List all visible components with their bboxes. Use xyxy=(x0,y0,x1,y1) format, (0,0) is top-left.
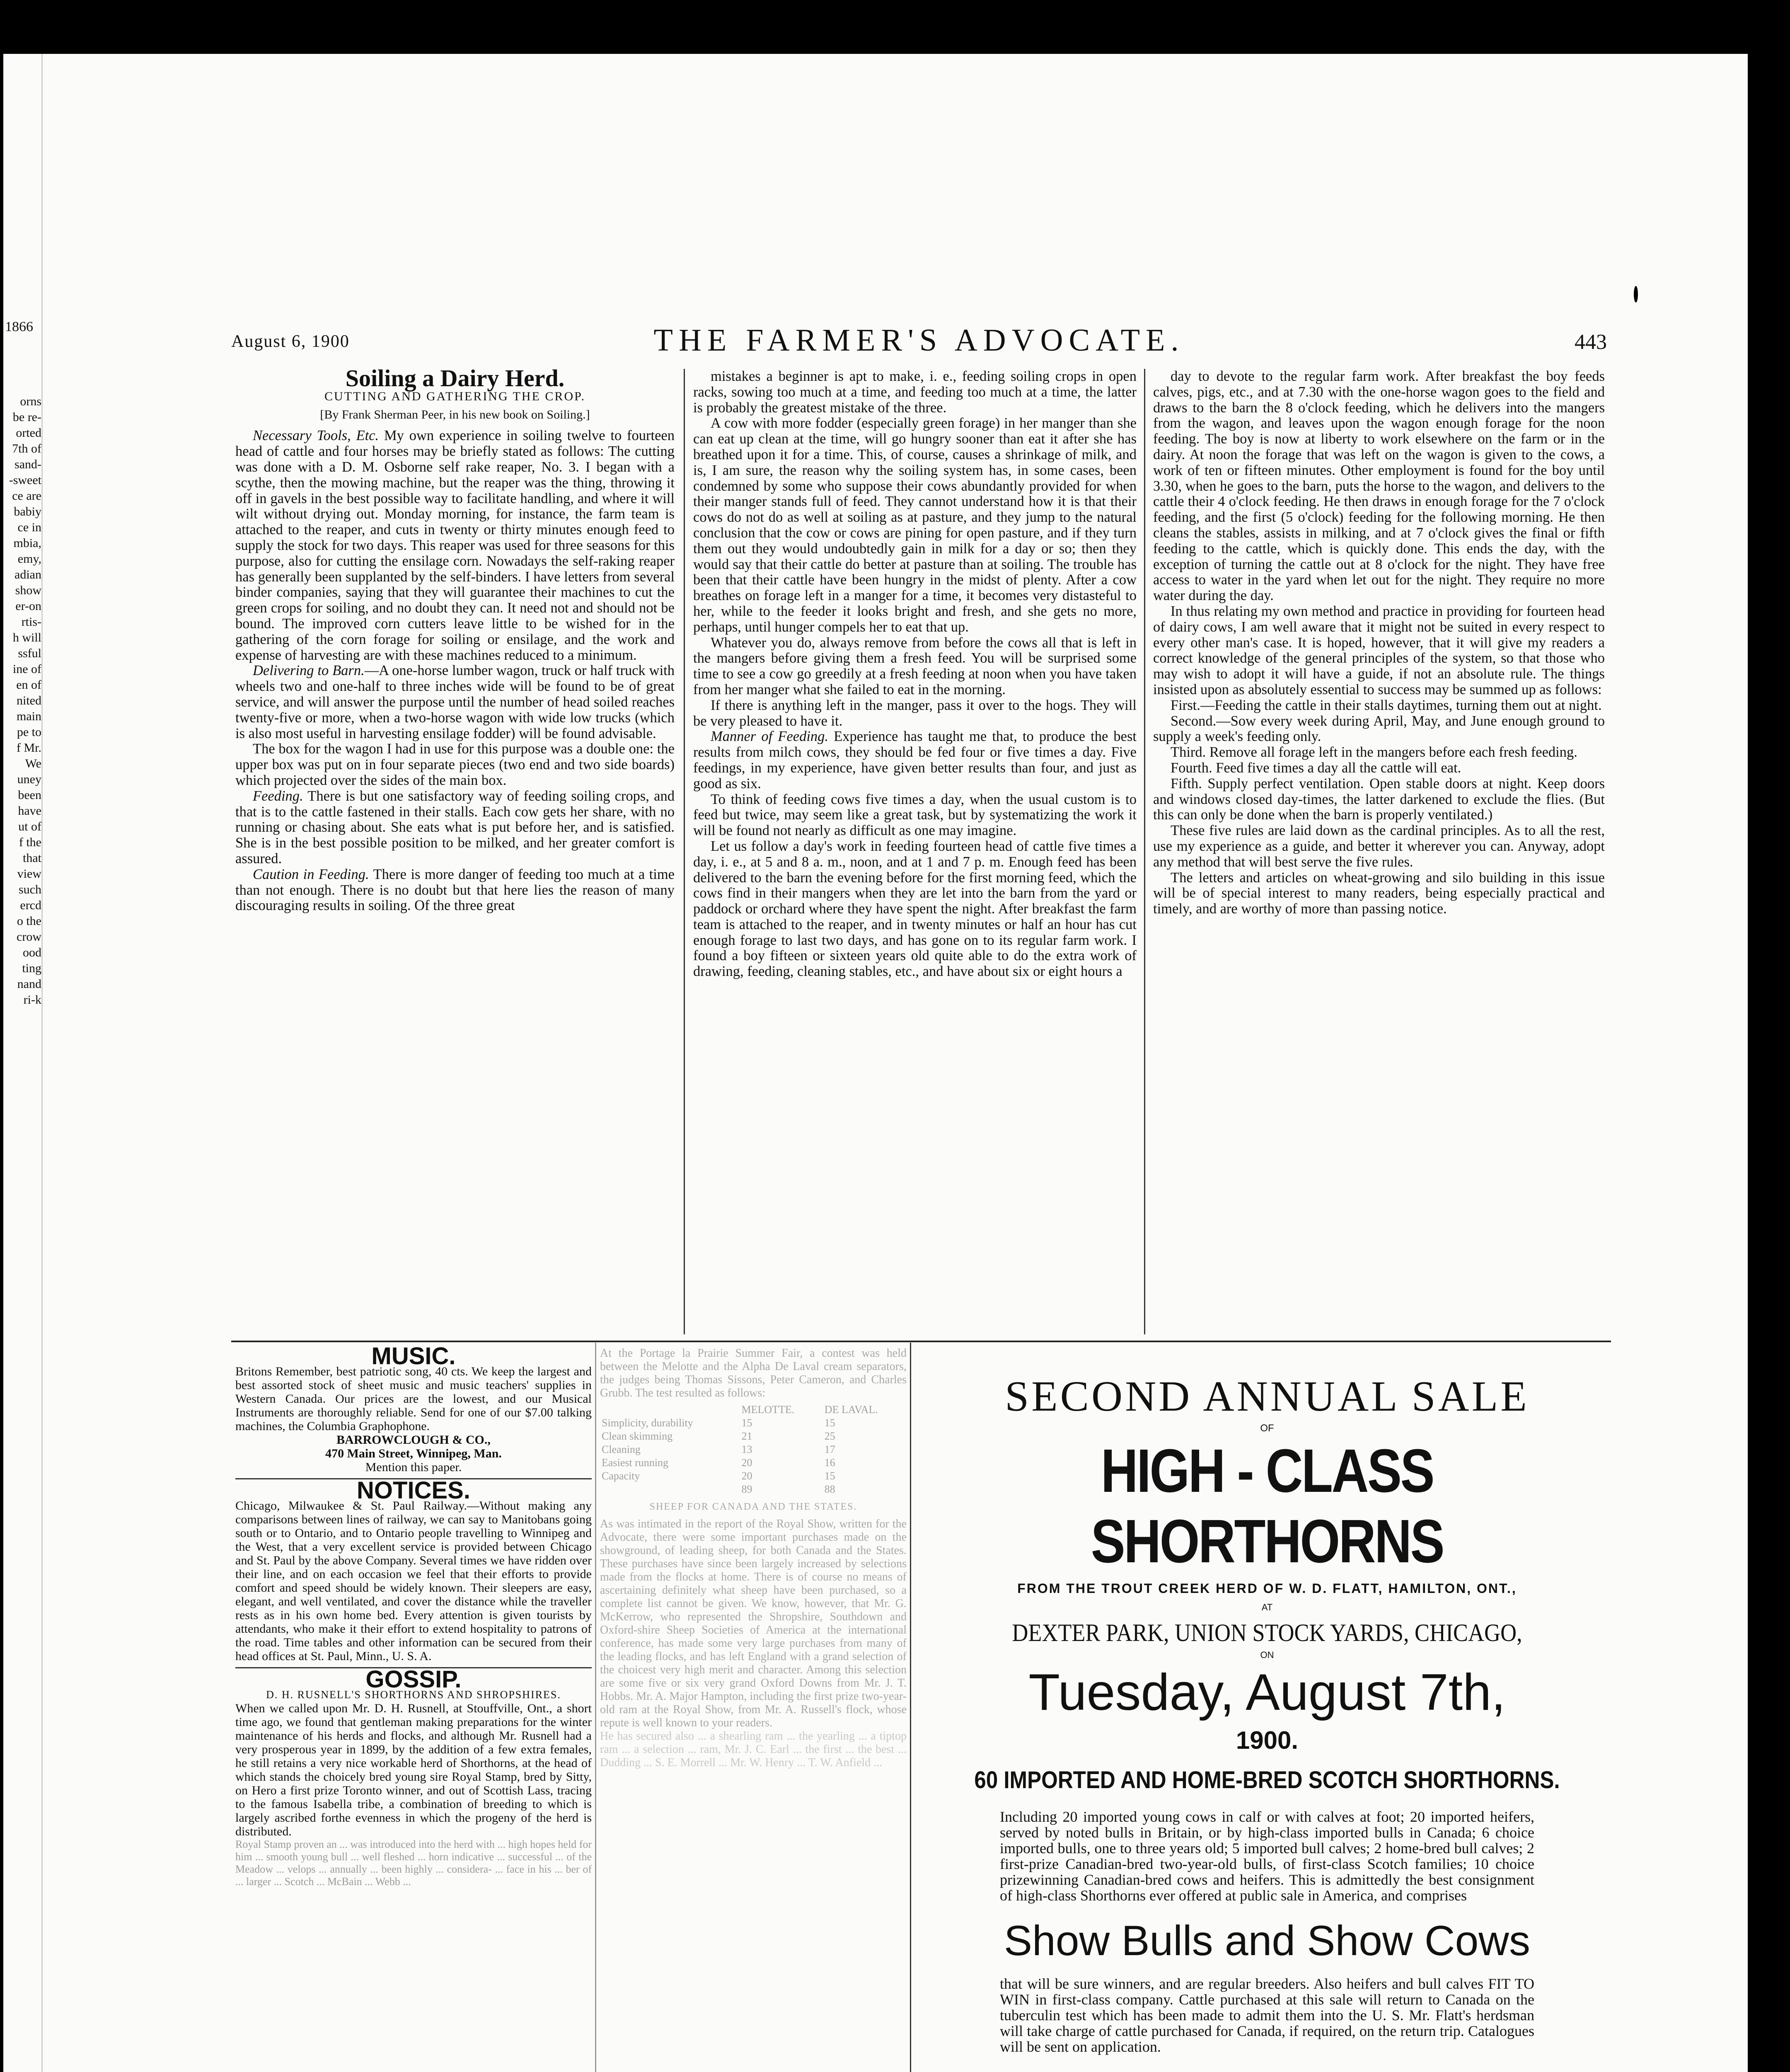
sale-count: 60 IMPORTED AND HOME-BRED SCOTCH SHORTHORNS. xyxy=(974,1767,1560,1794)
paragraph-text: If there is anything left in the manger, pass it over to the hogs. They will be very pleased to have it. xyxy=(693,697,1137,729)
fragment-line: orted xyxy=(16,426,41,440)
sale-show-cattle: Show Bulls and Show Cows xyxy=(1004,1917,1530,1964)
paragraph-text: Fourth. Feed five times a day all the cattle will eat. xyxy=(1171,760,1461,776)
sale-description: Including 20 imported young cows in calf or with calves at foot; 20 imported heifers, served by noted bulls in Britain, or by high-class imported bulls in Canada; 6 choice imported bulls, one to three years old; 5 imported bull calves; 2 home-bred bull calves; 2 first-prize Canadian-bred two-year-old bulls, of first-class Scotch families; 10 choice prizewinning Canadian-bred cows and heifers. This is admittedly the best consignment of high-class Shorthorns ever offered at public sale in America, and comprises xyxy=(1000,1808,1534,1904)
sale-herd: FROM THE TROUT CREEK HERD OF W. D. FLATT, HAMILTON, ONT., xyxy=(1017,1581,1517,1596)
fragment-line: such xyxy=(19,883,41,896)
fragment-line: ercd xyxy=(20,898,41,912)
music-note: Mention this paper. xyxy=(365,1460,462,1474)
paragraph-lead: Feeding. xyxy=(253,788,303,804)
article-column-3 xyxy=(1153,369,1605,917)
paragraph-text: —A one-horse lumber wagon, truck or half truck with wheels two and one-half to three inches wide will be found to be of great service, and will answer the purpose until the number of head soiled reaches twenty-five or more, when a two-horse wagon with wide low trucks (which is also most useful in harvesting ensilage fodder) will be found advisable. xyxy=(235,663,675,741)
paragraph-text: day to devote to the regular farm work. After breakfast the boy feeds calves, pigs, etc., and at 7.30 with the one-horse wagon goes to the field and draws to the barn the 8 o'clock feeding, which he delivers into the mangers from the wagon, and leaves upon the wagon enough forage for the noon feeding. The boy is now at liberty to work elsewhere on the farm or in the dairy. At noon the forage that was left on the wagon is given to the cows, a work of ten or fifteen minutes. Other employment is found for the boy until 3.30, when he goes to the barn, puts the horse to the wagon, and delivers to the cattle their 4 o'clock feeding. He then draws in enough forage for the 7 o'clock feeding, and the first (5 o'clock) feeding for the following morning. He then cleans the stables, assists in milking, and at 7 o'clock gives the final or fifth feeding to the cattle, which is quickly done. This ends the day, with the exception of turning the cattle out at 8 o'clock for the night. They have free access to water in the yard when let out for the night. They require no more water during the day. xyxy=(1153,368,1605,604)
newspaper-sheet xyxy=(3,54,1748,2072)
issue-date: August 6, 1900 xyxy=(231,332,350,351)
table-row xyxy=(600,1443,907,1456)
table-cell: 16 xyxy=(824,1457,835,1469)
page-number: 443 xyxy=(1575,330,1607,354)
sheep-heading: SHEEP FOR CANADA AND THE STATES. xyxy=(649,1501,857,1512)
paragraph-text: Let us follow a day's work in feeding fourteen head of cattle five times a day, i. e., at 5 and 8 a. m., noon, and at 1 and 7 p. m. Enough feed has been delivered to the barn the evening before for the first morning feed, which the cows find in their mangers when they are let into the barn from the yard or paddock or orchard where they have spent the night. After breakfast the farm team is attached to the reaper, and in twenty minutes or half an hour has cut enough forage to last two days, and has gone on to its regular farm work. I found a boy fifteen or sixteen years old quite able to do the extra work of drawing, feeding, cleaning stables, etc., and have about six or eight hours a xyxy=(693,838,1137,980)
fragment-line: f the xyxy=(19,835,41,849)
fragment-line: babiy xyxy=(14,505,41,518)
article-paragraph xyxy=(693,839,1137,980)
table-row xyxy=(600,1483,907,1496)
column-2-body xyxy=(693,369,1137,980)
separator-results-table xyxy=(600,1403,907,1496)
article-paragraph xyxy=(1153,760,1605,776)
article-column-1 xyxy=(235,365,675,914)
fragment-line: 7th of xyxy=(12,442,41,455)
paragraph-lead: Caution in Feeding. xyxy=(253,866,369,882)
sale-at: AT xyxy=(1261,1602,1273,1612)
fragment-line: We xyxy=(25,757,41,770)
paragraph-text: To think of feeding cows five times a day, when the usual custom is to feed but twice, may seem like a great task, but by systematizing the work it will be found not nearly as difficult as one may imagine. xyxy=(693,791,1137,839)
table-cell: 25 xyxy=(824,1430,835,1442)
column-divider xyxy=(595,1343,596,2072)
table-body xyxy=(600,1416,907,1496)
article-paragraph xyxy=(693,369,1137,416)
paragraph-text: The letters and articles on wheat-growing and silo building in this issue will be of special interest to many readers, being especially practical and timely, and are worthy of more than passing notice. xyxy=(1153,869,1605,917)
article-paragraph xyxy=(235,867,675,914)
sale-date: Tuesday, August 7th, xyxy=(1028,1664,1506,1721)
paragraph-lead: Delivering to Barn. xyxy=(253,663,365,679)
paragraph-lead: Manner of Feeding. xyxy=(711,729,829,745)
notices-text: Chicago, Milwaukee & St. Paul Railway.—Without making any comparisons between lines of railway, we can say to Manitobans going south or to Ontario, and to Ontario people travelling to Winnipeg and the West, that a very excellent service is provided between Chicago and St. Paul by the above Company. Several times we have ridden over their line, and on each occasion we feel that their efforts to provide comfort and speed should be widely known. Their sleepers are easy, elegant, and well ventilated, and cover the distance while the traveller rests as in his own home bed. Every attention is given tourists by attendants, who make it their effort to extend hospitality to patrons of the road. Time tables and other information can be secured from their head offices at St. Paul, Minn., U. S. A. xyxy=(235,1499,592,1663)
table-header-row xyxy=(600,1403,907,1416)
table-cell: Capacity xyxy=(602,1470,640,1482)
music-text: Britons Remember, best patriotic song, 40 cts. We keep the largest and best assorted stock of sheet music and music teachers' supplies in Western Canada. Our prices are the lowest, and our Musical Instruments are thoroughly reliable. Send for one of our $7.00 talking machines, the Columbia Graphophone. xyxy=(235,1365,592,1433)
article-byline: [By Frank Sherman Peer, in his new book on Soiling.] xyxy=(320,407,590,421)
fragment-line: ri-k xyxy=(23,993,41,1007)
fragment-line: been xyxy=(18,788,41,802)
article-paragraph xyxy=(1153,604,1605,698)
fragment-line: ine of xyxy=(12,662,41,676)
paragraph-text: Third. Remove all forage left in the mangers before each fresh feeding. xyxy=(1171,744,1577,760)
table-cell: 15 xyxy=(824,1470,835,1482)
table-cell: 13 xyxy=(741,1443,752,1455)
article-paragraph xyxy=(693,635,1137,698)
article-paragraph xyxy=(693,729,1137,792)
table-header-cell: MELOTTE. xyxy=(741,1404,795,1416)
shorthorn-sale-advertisement xyxy=(915,1347,1619,2072)
table-header-cell xyxy=(600,1403,740,1416)
fragment-line: ce in xyxy=(17,520,41,534)
paragraph-text: Fifth. Supply perfect ventilation. Open stable doors at night. Keep doors and windows closed day-times, the latter darkened to exclude the flies. (But this can only be done when the barn is properly ventilated.) xyxy=(1153,775,1605,823)
paragraph-text: There is but one satisfactory way of feeding soiling crops, and that is to the cattle fastened in their stalls. Each cow gets her share, with no running or chasing about. She eats what is put before her, and is satisfied. She is in the best possible position to be milked, and her greater comfort is assured. xyxy=(235,788,675,867)
table-cell: 20 xyxy=(741,1457,752,1469)
table-cell: 88 xyxy=(824,1483,835,1495)
sale-description-2: that will be sure winners, and are regular breeders. Also heifers and bull calves FIT TO WIN in first-class company. Cattle purchased at this sale will return to Canada on the tuberculin test which has been made to admit them into the U. S. Mr. Flatt's herdsman will take charge of cattle purchased for Canada, if required, on the return trip. Catalogues will be sent on application. xyxy=(1000,1975,1534,2055)
gossip-text: When we called upon Mr. D. H. Rusnell, at Stouffville, Ont., a short time ago, we found that gentleman making preparations for the winter maintenance of his herds and flocks, and although Mr. Rusnell had a very prosperous year in 1899, by the addition of a few extra females, he still retains a very nice workable herd of Shorthorns, at the head of which stands the choicely bred young sire Royal Stamp, bred by Sitty, on Hero a first prize Toronto winner, and out of Scottish Lass, tracing to the famous Isabella tribe, a combination of breeding to which is largely ascribed forthe evenness in which the progeny of the herd is distributed. xyxy=(235,1702,592,1838)
table-row xyxy=(600,1456,907,1469)
table-cell: Clean skimming xyxy=(602,1430,673,1442)
ink-mark xyxy=(1634,286,1638,303)
fragment-line: be re- xyxy=(12,410,41,424)
sale-headline: HIGH - CLASS SHORTHORNS xyxy=(1091,1437,1444,1576)
article-paragraph xyxy=(1153,745,1605,760)
fragment-line: o the xyxy=(17,914,41,928)
fragment-line: ut of xyxy=(18,820,41,833)
paragraph-text: Whatever you do, always remove from before the cows all that is left in the mangers before giving them a fresh feed. You will be surprised some time to see a cow go greedily at a fresh feeding at noon when you have taken from her manger what she failed to eat in the morning. xyxy=(693,634,1137,697)
table-cell xyxy=(600,1483,740,1496)
table-cell: 20 xyxy=(741,1470,752,1482)
paragraph-text: These five rules are laid down as the cardinal principles. As to all the rest, use my experience as a guide, and better it wherever you can. Anyway, adopt any method that will best serve the five rules. xyxy=(1153,823,1605,870)
sheep-faded-text: He has secured also ... a shearling ram ... the yearling ... a tiptop ram ... a selection ... ram, Mr. J. C. Earl ... the first ... the best ... Dudding ... S. E. Morrell ... Mr. W. Henry ... T. W. Anfield ... xyxy=(600,1730,907,1769)
gossip-heading: D. H. RUSNELL'S SHORTHORNS AND SHROPSHIRES. xyxy=(266,1689,561,1701)
column-3-body xyxy=(1153,369,1605,917)
sale-location: DEXTER PARK, UNION STOCK YARDS, CHICAGO, xyxy=(1012,1619,1522,1646)
fragment-line: nited xyxy=(17,694,41,707)
article-paragraph xyxy=(693,792,1137,839)
table-row xyxy=(600,1469,907,1483)
fragment-line: ce are xyxy=(12,489,41,503)
paragraph-lead: Necessary Tools, Etc. xyxy=(253,428,379,444)
previous-page-strip xyxy=(3,54,43,2072)
column-divider xyxy=(684,369,685,1334)
fragment-line: -sweet xyxy=(9,473,41,487)
fragment-line: rtis- xyxy=(21,615,41,629)
music-address: 470 Main Street, Winnipeg, Man. xyxy=(325,1447,502,1460)
table-cell: Easiest running xyxy=(602,1457,669,1469)
separator-contest-text: At the Portage la Prairie Summer Fair, a contest was held between the Melotte and the Alpha De Laval cream separators, the judges being Thomas Sissons, Peter Cameron, and Charles Grubb. The test resulted as follows: xyxy=(600,1347,907,1399)
article-paragraph xyxy=(1153,870,1605,917)
masthead: THE FARMER'S ADVOCATE. xyxy=(653,323,1185,358)
paragraph-text: Second.—Sow every week during April, May, and June enough ground to supply a week's feeding only. xyxy=(1153,713,1605,745)
article-subtitle: CUTTING AND GATHERING THE CROP. xyxy=(324,389,585,403)
article-paragraph xyxy=(1153,698,1605,714)
table-cell: 15 xyxy=(741,1417,752,1429)
table-row xyxy=(600,1416,907,1430)
fragment-line: f Mr. xyxy=(17,741,41,755)
table-cell: Simplicity, durability xyxy=(602,1417,693,1429)
table-cell: 15 xyxy=(824,1417,835,1429)
fragment-line: orns xyxy=(20,395,41,408)
article-paragraph xyxy=(1153,823,1605,870)
page-header xyxy=(231,319,1607,365)
article-column-2 xyxy=(693,369,1137,980)
left-advertisements xyxy=(235,1343,592,1888)
paragraph-text: In thus relating my own method and practice in providing for fourteen head of dairy cows, I am well aware that it might not be suited in every respect to every other man's case. It is hoped, however, that it will give my readers a correct knowledge of the general principles of the system, so that those who may wish to adopt it will have a guide, if not an absolute rule. The things insisted upon as absolutely essential to success may be summed up as follows: xyxy=(1153,603,1605,697)
table-cell: Cleaning xyxy=(602,1443,641,1455)
paragraph-text: A cow with more fodder (especially green forage) in her manger than she can eat up clean at the time, will go hungry sooner than eat it after she has breathed upon it for a time. This, of course, causes a shrinkage of milk, and is, I am sure, the reason why the soiling system has, in some cases, been condemned by some who suppose their cows abundantly provided for when their manger stands full of feed. They cannot understand how it is that their cows do not do as well at soiling as at pasture, and they jump to the natural conclusion that the cow or cows are pining for open pasture, and if they turn them out they would undoubtedly gain in milk for a day or so; then they would say that their cattle do better at pasture than at soiling. The trouble has been that their cattle have been hungry in the midst of plenty. After a cow breathes on forage left in a manger for a time, it becomes very distasteful to her, while to the feeder it looks bright and fresh, and she gets no more, perhaps, until hunger compels her to eat that up. xyxy=(693,415,1137,635)
article-paragraph xyxy=(235,789,675,867)
middle-column xyxy=(600,1347,907,1769)
previous-page-number: 1866 xyxy=(5,319,33,334)
gossip-faded-text: Royal Stamp proven an ... was introduced into the herd with ... high hopes held for him ... smooth young bull ... well fleshed ... horn indicative ... successful ... of the Meadow ... velops ... annually ... been highly ... considera- ... face in his ... ber of ... larger ... Scotch ... McBain ... Webb ... xyxy=(235,1838,592,1888)
section-rule xyxy=(231,1341,1611,1342)
fragment-line: ssful xyxy=(18,646,41,660)
table-header-cell: DE LAVAL. xyxy=(824,1404,878,1416)
paragraph-text: mistakes a beginner is apt to make, i. e., feeding soiling crops in open racks, sowing too much at a time, and feeding too much at a time, the latter is probably the greatest mistake of the three. xyxy=(693,368,1137,416)
article-paragraph xyxy=(693,416,1137,635)
fragment-line: sand- xyxy=(15,457,41,471)
sale-year: 1900. xyxy=(1236,1726,1299,1754)
article-title: Soiling a Dairy Herd. xyxy=(345,365,565,392)
fragment-line: crow xyxy=(17,930,41,944)
fragment-line: that xyxy=(23,851,41,865)
fragment-line: nand xyxy=(17,977,41,991)
article-paragraph xyxy=(235,428,675,663)
notices-title: NOTICES. xyxy=(357,1477,470,1504)
fragment-line: mbia, xyxy=(13,536,41,550)
table-row xyxy=(600,1430,907,1443)
article-paragraph xyxy=(235,663,675,741)
article-paragraph xyxy=(693,698,1137,729)
table-cell: 89 xyxy=(741,1483,752,1495)
music-title: MUSIC. xyxy=(371,1343,456,1370)
sale-title: SECOND ANNUAL SALE xyxy=(1005,1372,1529,1420)
fragment-line: show xyxy=(15,583,41,597)
fragment-line: view xyxy=(17,867,41,881)
paragraph-text: There is more danger of feeding too much at a time than not enough. There is no doubt but that here lies the reason of many discouraging results in soiling. Of the three great xyxy=(235,866,675,914)
fragment-line: main xyxy=(17,709,41,723)
paragraph-text: My own experience in soiling twelve to fourteen head of cattle and four horses may be briefly stated as follows: The cutting was done with a D. M. Osborne self rake reaper, No. 3. I began with a scythe, then the mowing machine, but the reaper was the thing, throwing it off in gavels in the best possible way to facilitate handling, and where it will wilt without drying out. Monday morning, for instance, the farm team is attached to the reaper, and cuts in twenty or thirty minutes enough feed to supply the stock for two days. This reaper was used for three seasons for this purpose, also for cutting the ensilage corn. Nowadays the self-raking reaper has generally been supplanted by the self-binders. I have letters from several binder companies, saying that they will guarantee their machines to cut the green crops for soiling, and no doubt they can. It need not and should not be bound. The improved corn cutters leave little to be wished for in the gathering of the corn forage for soiling or ensilage, and the work and expense of harvesting are with these machines reduced to a minimum. xyxy=(235,428,675,663)
sale-on: ON xyxy=(1260,1650,1274,1660)
fragment-line: emy, xyxy=(17,552,41,566)
fragment-line: pe to xyxy=(17,725,41,739)
paragraph-text: The box for the wagon I had in use for this purpose was a double one: the upper box was put on in four separate pieces (two end and two side boards) which projected over the sides of the main box. xyxy=(235,741,675,788)
previous-page-text xyxy=(3,394,41,1008)
fragment-line: adian xyxy=(15,568,41,581)
table-cell: 17 xyxy=(824,1443,835,1455)
gossip-title: GOSSIP. xyxy=(365,1666,462,1693)
fragment-line: ting xyxy=(22,961,41,975)
article-paragraph xyxy=(1153,369,1605,604)
fragment-line: h will xyxy=(12,631,41,644)
paragraph-text: First.—Feeding the cattle in their stalls daytimes, turning them out at night. xyxy=(1171,697,1602,713)
column-divider xyxy=(1144,369,1145,1334)
sale-of: OF xyxy=(1260,1423,1274,1434)
sheep-text: As was intimated in the report of the Royal Show, written for the Advocate, there were some important purchases made on the showground, of leading sheep, for both Canada and the States. These purchases have since been largely increased by selections made from the flocks at home. There is of course no means of ascertaining definitely what sheep have been purchased, so a complete list cannot be given. We know, however, that Mr. G. McKerrow, who represented the Shropshire, Southdown and Oxford-shire Sheep Societies of America at the international conference, has made some very large purchases from many of the leading flocks, and has left England with a grand selection of the choicest very high merit and character. Among this selection are some five or six very grand Oxford Downs from Mr. J. T. Hobbs. Mr. A. Major Hampton, including the first prize two-year-old ram at the Royal Show, from Mr. A. Russell's flock, whose repute is well known to your readers. xyxy=(600,1518,907,1729)
table-cell: 21 xyxy=(741,1430,752,1442)
article-paragraph xyxy=(1153,776,1605,823)
article-paragraph xyxy=(1153,714,1605,745)
article-paragraph xyxy=(235,741,675,788)
page-443 xyxy=(53,54,1748,2072)
fragment-line: uney xyxy=(17,772,41,786)
fragment-line: en of xyxy=(16,678,41,692)
column-divider xyxy=(910,1343,911,2072)
music-firm: BARROWCLOUGH & CO., xyxy=(336,1433,491,1447)
fragment-line: ood xyxy=(23,946,41,959)
fragment-line: er-on xyxy=(15,599,41,613)
column-1-body xyxy=(235,428,675,914)
paragraph-text: Experience has taught me that, to produce the best results from milch cows, they should be fed four or five times a day. Five feedings, in my experience, have given better results than four, and just as good as six. xyxy=(693,729,1137,792)
fragment-line: have xyxy=(18,804,41,818)
